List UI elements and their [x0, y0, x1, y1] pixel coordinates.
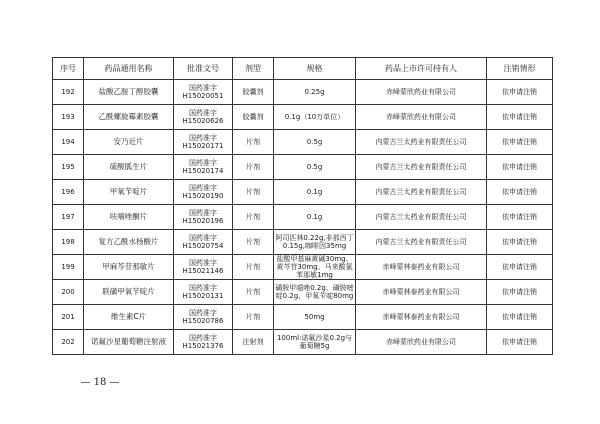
cell-drug-name: 维生素C片	[84, 305, 174, 330]
approval-code: H15020131	[182, 292, 224, 300]
approval-code: H15020171	[182, 142, 224, 150]
cell-spec: 0.5g	[274, 130, 356, 155]
cell-holder: 赤峰蒙欣药业有限公司	[356, 80, 487, 105]
cell-dosage-form: 片剂	[233, 180, 274, 205]
cell-spec: 100ml:诺氟沙星0.2g与葡萄糖5g	[274, 330, 356, 355]
cell-holder: 内蒙古兰太药业有限责任公司	[356, 155, 487, 180]
cell-approval-number	[174, 330, 233, 355]
drug-cancellation-table	[52, 57, 553, 355]
cell-drug-name: 乙酰螺旋霉素胶囊	[84, 105, 174, 130]
cell-no: 200	[53, 280, 84, 305]
header-no: 序号	[53, 58, 84, 80]
approval-code: H15020051	[182, 92, 224, 100]
cell-dosage-form: 片剂	[233, 280, 274, 305]
header-form: 剂型	[233, 58, 274, 80]
approval-code: H15020754	[182, 242, 224, 250]
cell-drug-name: 呋喃唑酮片	[84, 205, 174, 230]
cell-spec: 磺胺甲噁唑0.2g、磺胺嘧啶0.2g、甲氧苄啶80mg	[274, 280, 356, 305]
cell-approval-number	[174, 180, 233, 205]
cell-holder: 赤峰蒙林泰药业有限公司	[356, 305, 487, 330]
cell-dosage-form: 胶囊剂	[233, 80, 274, 105]
approval-prefix: 国药准字	[189, 159, 217, 167]
cell-status: 依申请注销	[487, 130, 553, 155]
cell-status: 依申请注销	[487, 180, 553, 205]
table-row	[53, 130, 553, 155]
cell-no: 199	[53, 255, 84, 280]
cell-dosage-form: 片剂	[233, 255, 274, 280]
cell-drug-name: 复方乙酰水杨酸片	[84, 230, 174, 255]
cell-dosage-form: 胶囊剂	[233, 105, 274, 130]
cell-drug-name: 硫酸胍生片	[84, 155, 174, 180]
cell-approval-number	[174, 105, 233, 130]
cell-holder: 内蒙古兰太药业有限责任公司	[356, 130, 487, 155]
approval-prefix: 国药准字	[189, 309, 217, 317]
cell-status: 依申请注销	[487, 205, 553, 230]
approval-prefix: 国药准字	[189, 334, 217, 342]
cell-no: 192	[53, 80, 84, 105]
cell-spec: 50mg	[274, 305, 356, 330]
cell-holder: 赤峰蒙欣药业有限公司	[356, 330, 487, 355]
cell-holder: 内蒙古兰太药业有限责任公司	[356, 180, 487, 205]
cell-status: 依申请注销	[487, 280, 553, 305]
cell-drug-name: 诺氟沙星葡萄糖注射液	[84, 330, 174, 355]
approval-prefix: 国药准字	[189, 209, 217, 217]
page-number: — 18 —	[80, 377, 120, 388]
cell-dosage-form: 片剂	[233, 130, 274, 155]
table-body	[53, 80, 553, 355]
cell-no: 195	[53, 155, 84, 180]
cell-spec: 0.5g	[274, 155, 356, 180]
cell-spec: 0.1g	[274, 205, 356, 230]
approval-code: H15021146	[182, 267, 224, 275]
cell-approval-number	[174, 280, 233, 305]
cell-holder: 内蒙古兰太药业有限责任公司	[356, 205, 487, 230]
cell-holder: 赤峰蒙林泰药业有限公司	[356, 255, 487, 280]
cell-approval-number	[174, 255, 233, 280]
table-header-row	[53, 58, 553, 80]
cell-dosage-form: 片剂	[233, 230, 274, 255]
cell-status: 依申请注销	[487, 230, 553, 255]
approval-code: H15020626	[182, 117, 224, 125]
cell-dosage-form: 片剂	[233, 305, 274, 330]
table-row	[53, 305, 553, 330]
approval-prefix: 国药准字	[189, 184, 217, 192]
cell-status: 依申请注销	[487, 155, 553, 180]
cell-status: 依申请注销	[487, 330, 553, 355]
approval-code: H15020196	[182, 217, 224, 225]
table-row	[53, 155, 553, 180]
approval-code: H15020190	[182, 192, 224, 200]
cell-spec: 盐酸甲基麻黄碱30mg、黄芩苷30mg、马来酸氯苯那敏1mg	[274, 255, 356, 280]
cell-holder: 赤峰蒙林泰药业有限公司	[356, 280, 487, 305]
cell-no: 196	[53, 180, 84, 205]
table-row	[53, 255, 553, 280]
cell-drug-name: 盐酸乙胺丁醇胶囊	[84, 80, 174, 105]
cell-approval-number	[174, 130, 233, 155]
header-holder: 药品上市许可持有人	[356, 58, 487, 80]
cell-status: 依申请注销	[487, 255, 553, 280]
approval-prefix: 国药准字	[189, 84, 217, 92]
cell-no: 194	[53, 130, 84, 155]
table-row	[53, 280, 553, 305]
cell-approval-number	[174, 230, 233, 255]
cell-approval-number	[174, 205, 233, 230]
approval-prefix: 国药准字	[189, 234, 217, 242]
cell-no: 198	[53, 230, 84, 255]
cell-drug-name: 安乃近片	[84, 130, 174, 155]
approval-prefix: 国药准字	[189, 284, 217, 292]
table-row	[53, 230, 553, 255]
cell-no: 193	[53, 105, 84, 130]
approval-prefix: 国药准字	[189, 109, 217, 117]
table-row	[53, 80, 553, 105]
approval-code: H15020174	[182, 167, 224, 175]
approval-code: H15021376	[182, 342, 224, 350]
table-row	[53, 180, 553, 205]
cell-approval-number	[174, 80, 233, 105]
approval-prefix: 国药准字	[189, 134, 217, 142]
table-row	[53, 105, 553, 130]
cell-spec: 0.25g	[274, 80, 356, 105]
cell-no: 201	[53, 305, 84, 330]
cell-no: 202	[53, 330, 84, 355]
cell-status: 依申请注销	[487, 105, 553, 130]
cell-holder: 赤峰蒙欣药业有限公司	[356, 105, 487, 130]
cell-drug-name: 联磺甲氧苄啶片	[84, 280, 174, 305]
cell-approval-number	[174, 155, 233, 180]
header-approval: 批准文号	[174, 58, 233, 80]
cell-holder: 内蒙古兰太药业有限责任公司	[356, 230, 487, 255]
cell-no: 197	[53, 205, 84, 230]
table-row	[53, 205, 553, 230]
table-row	[53, 330, 553, 355]
cell-status: 依申请注销	[487, 305, 553, 330]
approval-code: H15020786	[182, 317, 224, 325]
header-name: 药品通用名称	[84, 58, 174, 80]
cell-dosage-form: 片剂	[233, 155, 274, 180]
cell-dosage-form: 注射剂	[233, 330, 274, 355]
approval-prefix: 国药准字	[189, 259, 217, 267]
cell-spec: 阿司匹林0.22g,非那西丁0.15g,咖啡因35mg	[274, 230, 356, 255]
cell-spec: 0.1g	[274, 180, 356, 205]
cell-drug-name: 甲麻芩苷那敏片	[84, 255, 174, 280]
cell-drug-name: 甲氧苄啶片	[84, 180, 174, 205]
header-status: 注销情形	[487, 58, 553, 80]
cell-approval-number	[174, 305, 233, 330]
header-spec: 规格	[274, 58, 356, 80]
cell-status: 依申请注销	[487, 80, 553, 105]
cell-spec: 0.1g（10万单位）	[274, 105, 356, 130]
cell-dosage-form: 片剂	[233, 205, 274, 230]
